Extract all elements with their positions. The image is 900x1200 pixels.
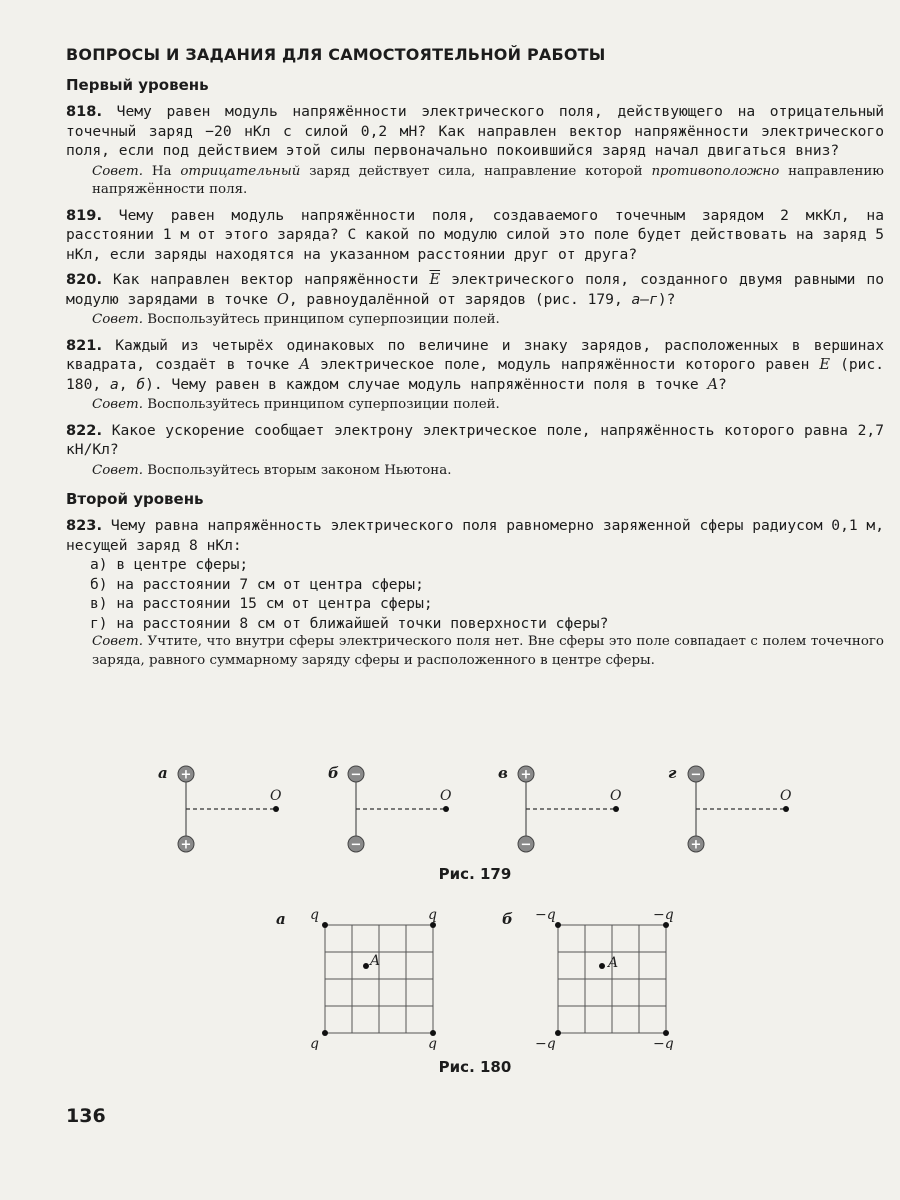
problem-number: 821. [66,336,103,354]
point-o-dot [783,806,789,812]
level1-title: Первый уровень [66,76,209,94]
fig179-diagram [660,760,830,856]
fig179-diagram [320,760,490,856]
charge-label: q [310,907,319,923]
figure-range: а—г [631,290,658,308]
charge-label: q [428,1036,437,1050]
fig180-caption: Рис. 180 [438,1058,512,1076]
figure-letter: а [109,375,119,393]
tip-823 [92,633,884,670]
tip-818 [92,163,884,200]
problem-text: Каждый из четырёх одинаковых по величине и знаку зарядов, расположенных в вершинах квадрата, создаёт в точке [66,336,884,373]
point-o-dot [613,806,619,812]
problem-text: ). Чему равен в каждом случае модуль напряжённости поля в точке [145,375,699,393]
charge-sign: + [690,837,702,853]
problem-text: Как направлен вектор напряжённости [113,271,419,288]
list-item: г) на расстоянии 8 см от ближайшей точки поверхности сферы? [90,614,609,632]
point-o-dot [443,806,449,812]
problem-823 [66,516,884,555]
list-item: б) на расстоянии 7 см от центра сферы; [90,575,424,593]
tip-821 [92,396,884,415]
panel-letter: а [158,764,168,782]
charge-sign: − [690,767,702,783]
problem-text: , равноудалённой от зарядов (рис. 179, [288,290,623,308]
tip-emphasis: противоположно [651,163,780,179]
charge-dot [555,1030,561,1036]
point-a-label: A [370,953,381,969]
tip-822 [92,462,884,481]
panel-letter: г [668,764,677,782]
problem-823-items [90,555,884,633]
fig180-grid-a [270,905,700,1050]
figure-179 [150,760,810,856]
point-a-dot [363,963,369,969]
problem-number: 818. [66,103,103,120]
problem-text: Чему равен модуль напряжённости электрического поля, действующего на отрицательный точечный заряд −20 нКл с силой 0,2 мН? Как направлен вектор напряжённости электрического поля, если под действием этой силы первоначально покоившийся заряд начал двигаться вниз? [66,103,884,159]
charge-label: −q [535,1036,556,1050]
charge-sign: − [350,837,362,853]
fig179-diagram [490,760,660,856]
problem-821 [66,336,884,395]
point-o-dot [273,806,279,812]
charge-label: q [428,907,437,923]
point-o: O [276,290,289,308]
fig179-panel-v [490,760,660,856]
page-content [66,44,884,676]
point-o-label: O [780,788,792,804]
fig179-panel-g [660,760,830,856]
charge-label: −q [653,1036,674,1050]
tip-text: направлению напряжённости поля. [92,163,884,197]
problem-number: 822. [66,421,103,439]
field-e: E [819,356,831,373]
tip-text: заряд действует сила, направление которой [309,163,643,179]
problem-text: ? [718,375,727,393]
vector-e-symbol: $\overline{E}$ [429,271,441,288]
tip-label: Совет. [92,312,143,327]
problem-number: 820. [66,271,103,288]
fig179-diagram [150,760,320,856]
problem-text: )? [657,290,676,308]
tip-text: Воспользуйтесь вторым законом Ньютона. [147,462,452,478]
figure-letter: б [136,375,146,393]
tip-text: На [151,163,172,179]
list-item: в) на расстоянии 15 см от центра сферы; [90,595,433,612]
section-title: ВОПРОСЫ И ЗАДАНИЯ ДЛЯ САМОСТОЯТЕЛЬНОЙ РАБОТЫ [66,45,606,64]
fig179-caption: Рис. 179 [438,865,512,883]
page-number: 136 [66,1105,106,1127]
panel-letter: б [328,764,339,782]
point-a-dot [599,963,605,969]
charge-dot [322,1030,328,1036]
point-o-label: O [610,788,622,804]
fig179-panel-b [320,760,490,856]
fig179-panel-a [150,760,320,856]
tip-text: Воспользуйтесь принципом суперпозиции полей. [147,397,500,412]
tip-label: Совет. [92,163,143,179]
charge-sign: − [520,837,532,853]
problem-text: электрическое поле, модуль напряжённости которого равен [319,356,810,373]
tip-emphasis: отрицательный [180,163,301,179]
point-o-label: O [440,788,452,804]
point-o-label: O [270,788,282,804]
point-a: A [707,375,719,393]
charge-sign: + [180,767,192,783]
problem-819 [66,206,884,265]
charge-dot [555,922,561,928]
problem-text: Какое ускорение сообщает электрону электрическое поле, напряжённость которого равна 2,7 кН/Кл? [66,421,884,458]
point-a: A [299,356,310,373]
problem-text: Чему равна напряжённость электрического поля равномерно заряженной сферы радиусом 0,1 м, несущей заряд 8 нКл: [66,517,884,554]
problem-text: Чему равен модуль напряжённости поля, создаваемого точечным зарядом 2 мкКл, на расстоянии 1 м от этого заряда? С какой по модулю силой это поле будет действовать на заряд 5 нКл, если заряды находятся на указанном расстоянии друг от друга? [66,206,884,263]
tip-label: Совет. [92,397,143,412]
level2-title: Второй уровень [66,490,204,508]
charge-label: −q [535,907,556,923]
charge-sign: − [350,767,362,783]
problem-number: 819. [66,206,103,224]
panel-letter: в [498,764,508,782]
list-item: а) в центре сферы; [90,556,249,573]
tip-text: Воспользуйтесь принципом суперпозиции полей. [147,312,500,327]
panel-letter: б [502,910,513,928]
problem-822 [66,421,884,460]
charge-sign: + [520,767,532,783]
charge-dot [322,922,328,928]
tip-label: Совет. [92,634,143,649]
grid-lines [558,925,666,1033]
charge-label: −q [653,907,674,923]
tip-820 [92,311,884,330]
problem-number: 823. [66,517,103,534]
problem-818 [66,102,884,161]
point-a-label: A [608,955,619,971]
figure-180 [270,905,700,1050]
tip-label: Совет. [92,462,143,478]
grid-lines [325,925,433,1033]
problem-text: , [118,375,128,393]
charge-sign: + [180,837,192,853]
tip-text: Учтите, что внутри сферы электрического поля нет. Вне сферы это поле совпадает с полем точечного заряда, равного суммарному заряду сферы и расположенного в центре сферы. [92,634,884,668]
panel-letter: а [276,910,286,928]
problem-text: (рис. 180, [66,356,885,393]
charge-label: q [310,1036,319,1050]
problem-820 [66,270,884,309]
problem-text: электрического поля, созданного двумя равными по модулю зарядами в точке [66,271,884,308]
